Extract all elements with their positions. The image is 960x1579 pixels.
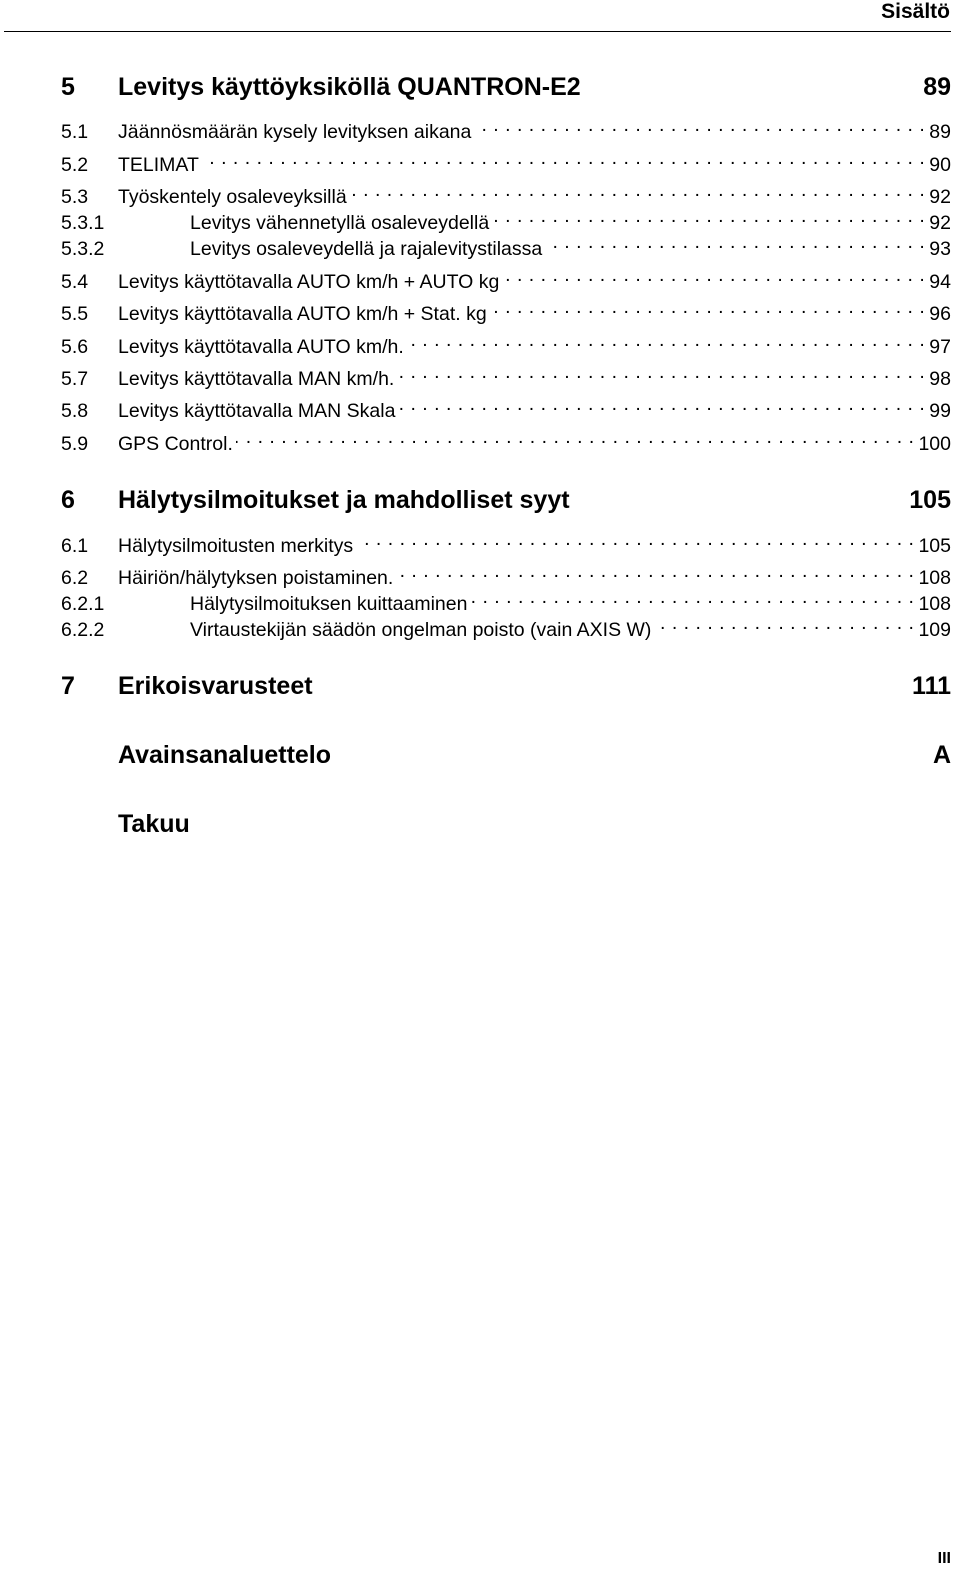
entry-page: 99 <box>929 400 951 422</box>
entry-number: 6.2.2 <box>61 619 105 641</box>
entry-number: 5.3.1 <box>61 212 105 234</box>
toc-entry-5-9[interactable] <box>61 424 951 455</box>
chapter-page: A <box>932 740 951 769</box>
dot-leader <box>502 262 925 288</box>
entry-number: 6.2.1 <box>61 593 105 615</box>
dot-leader <box>397 359 925 385</box>
entry-page: 92 <box>929 212 951 234</box>
dot-leader <box>407 327 926 353</box>
chapter-page: 111 <box>912 671 951 700</box>
entry-number: 6.1 <box>61 535 89 557</box>
entry-number: 5.3 <box>61 186 89 208</box>
entry-page: 98 <box>929 368 951 390</box>
header-divider <box>4 31 951 32</box>
chapter-number: 5 <box>61 72 75 101</box>
entry-number: 5.7 <box>61 368 89 390</box>
entry-page: 89 <box>929 121 951 143</box>
dot-leader <box>545 229 925 255</box>
entry-title: Levitys vähennetyllä osaleveydellä <box>190 212 490 234</box>
entry-title: Levitys käyttötavalla MAN Skala <box>118 400 396 422</box>
dot-leader <box>350 177 926 203</box>
chapter-title: Takuu <box>118 809 190 838</box>
dot-leader <box>474 112 925 138</box>
chapter-title: Erikoisvarusteet <box>118 671 313 700</box>
entry-page: 108 <box>918 567 951 589</box>
entry-number: 5.2 <box>61 154 89 176</box>
section-header-label: Sisältö <box>881 0 950 23</box>
entry-number: 6.2 <box>61 567 89 589</box>
toc-entry-5-6[interactable] <box>61 327 951 358</box>
toc-entry-5-4[interactable] <box>61 262 951 293</box>
entry-number: 5.4 <box>61 271 89 293</box>
entry-page: 93 <box>929 238 951 260</box>
entry-number: 5.5 <box>61 303 89 325</box>
entry-page: 90 <box>929 154 951 176</box>
entry-page: 96 <box>929 303 951 325</box>
entry-page: 109 <box>918 619 951 641</box>
chapter-number: 7 <box>61 671 75 700</box>
toc-entry-6-2[interactable] <box>61 558 951 589</box>
entry-title: Jäännösmäärän kysely levityksen aikana <box>118 121 472 143</box>
chapter-title: Avainsanaluettelo <box>118 740 332 769</box>
toc-warranty[interactable] <box>61 807 951 841</box>
chapter-title: Levitys käyttöyksiköllä QUANTRON-E2 <box>118 72 581 101</box>
dot-leader <box>654 610 914 636</box>
dot-leader <box>202 145 925 171</box>
toc-entry-6-2-1[interactable] <box>61 584 951 615</box>
entry-title: GPS Control. <box>118 433 233 455</box>
toc-entry-5-3[interactable] <box>61 177 951 208</box>
chapter-number: 6 <box>61 485 75 514</box>
entry-number: 5.3.2 <box>61 238 105 260</box>
toc-entry-6-2-2[interactable] <box>61 610 951 641</box>
entry-number: 5.9 <box>61 433 89 455</box>
entry-title: Levitys käyttötavalla MAN km/h. <box>118 368 395 390</box>
entry-page: 100 <box>918 433 951 455</box>
dot-leader <box>492 203 925 229</box>
entry-number: 5.8 <box>61 400 89 422</box>
entry-page: 108 <box>918 593 951 615</box>
dot-leader <box>236 424 915 450</box>
chapter-page: 89 <box>923 72 951 101</box>
toc-chapter-5[interactable] <box>61 70 951 104</box>
entry-title: Levitys käyttötavalla AUTO km/h. <box>118 336 404 358</box>
toc-entry-5-1[interactable] <box>61 112 951 143</box>
toc-entry-5-8[interactable] <box>61 391 951 422</box>
toc-chapter-7[interactable] <box>61 669 951 703</box>
dot-leader <box>398 391 925 417</box>
toc-entry-5-7[interactable] <box>61 359 951 390</box>
entry-title: Häiriön/hälytyksen poistaminen. <box>118 567 394 589</box>
entry-page: 94 <box>929 271 951 293</box>
dot-leader <box>490 294 926 320</box>
entry-title: TELIMAT <box>118 154 199 176</box>
entry-page: 97 <box>929 336 951 358</box>
toc-entry-5-3-1[interactable] <box>61 203 951 234</box>
toc-entry-5-5[interactable] <box>61 294 951 325</box>
entry-page: 92 <box>929 186 951 208</box>
dot-leader <box>470 584 914 610</box>
entry-title: Levitys käyttötavalla AUTO km/h + Stat. kg <box>118 303 487 325</box>
chapter-page: 105 <box>909 485 951 514</box>
dot-leader <box>356 526 914 552</box>
entry-title: Levitys käyttötavalla AUTO km/h + AUTO kg <box>118 271 500 293</box>
entry-page: 105 <box>918 535 951 557</box>
toc-entry-5-3-2[interactable] <box>61 229 951 260</box>
dot-leader <box>396 558 914 584</box>
toc-keyword-index[interactable] <box>61 738 951 772</box>
entry-title: Levitys osaleveydellä ja rajalevitystilassa <box>190 238 543 260</box>
entry-number: 5.1 <box>61 121 89 143</box>
toc-entry-5-2[interactable] <box>61 145 951 176</box>
entry-title: Virtaustekijän säädön ongelman poisto (vain AXIS W) <box>190 619 652 641</box>
toc-chapter-6[interactable] <box>61 483 951 517</box>
entry-title: Hälytysilmoitusten merkitys <box>118 535 354 557</box>
entry-title: Hälytysilmoituksen kuittaaminen <box>190 593 468 615</box>
toc-entry-6-1[interactable] <box>61 526 951 557</box>
page-number: III <box>937 1550 951 1567</box>
entry-title: Työskentely osaleveyksillä <box>118 186 347 208</box>
chapter-title: Hälytysilmoitukset ja mahdolliset syyt <box>118 485 570 514</box>
entry-number: 5.6 <box>61 336 89 358</box>
